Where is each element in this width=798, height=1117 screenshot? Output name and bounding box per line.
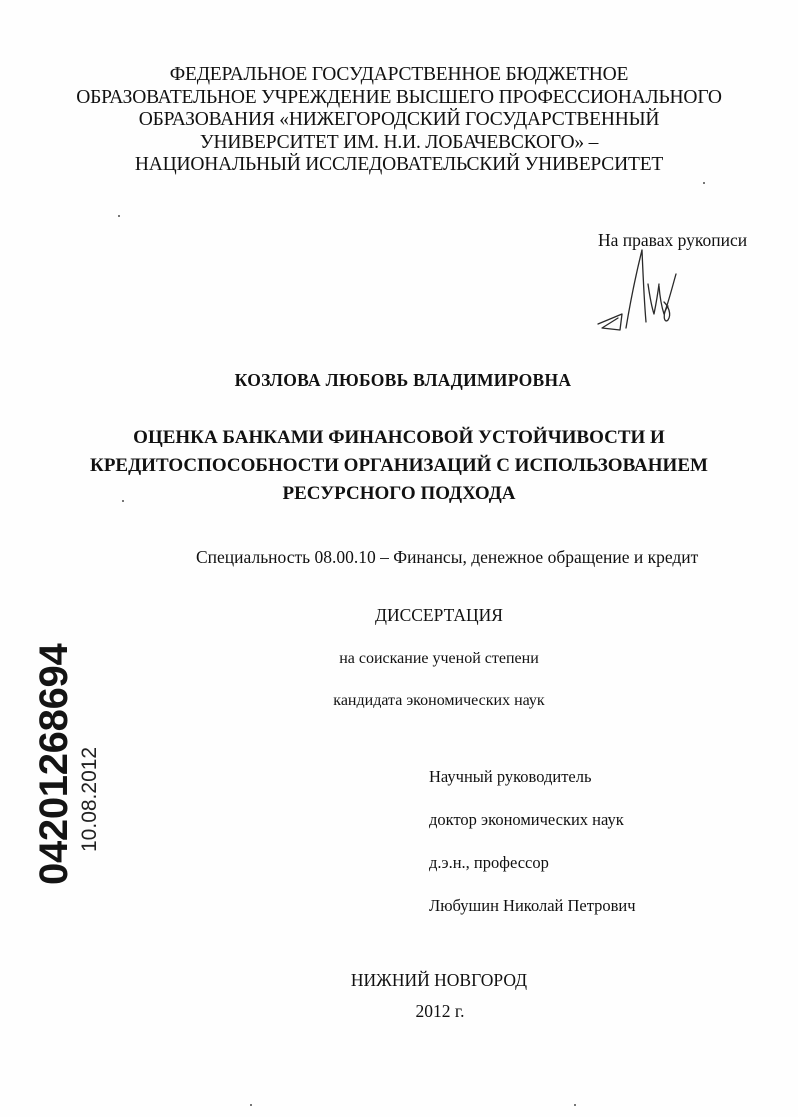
title-line: КРЕДИТОСПОСОБНОСТИ ОРГАНИЗАЦИЙ С ИСПОЛЬЗОВАНИЕМ [90,455,708,476]
dissertation-title [0,424,798,508]
specialty-line: Специальность 08.00.10 – Финансы, денежное обращение и кредит [196,547,699,567]
document-type: ДИССЕРТАЦИЯ [375,605,503,625]
year: 2012 г. [415,1001,465,1021]
scan-speck [703,182,705,184]
library-stamp-date: 10.08.2012 [78,746,101,852]
supervisor-rank: д.э.н., профессор [429,853,549,872]
library-stamp-number: 04201268694 [32,643,76,885]
city: НИЖНИЙ НОВГОРОД [350,970,528,990]
scan-speck [122,500,124,502]
institution-line: НАЦИОНАЛЬНЫЙ ИССЛЕДОВАТЕЛЬСКИЙ УНИВЕРСИТЕТ [134,154,664,175]
author-name: КОЗЛОВА ЛЮБОВЬ ВЛАДИМИРОВНА [234,370,572,390]
title-line: РЕСУРСНОГО ПОДХОДА [282,483,516,504]
institution-line: ОБРАЗОВАНИЯ «НИЖЕГОРОДСКИЙ ГОСУДАРСТВЕННЫЙ [138,109,660,130]
institution-header [0,64,798,177]
institution-line: УНИВЕРСИТЕТ ИМ. Н.И. ЛОБАЧЕВСКОГО» – [199,131,599,153]
institution-line: ФЕДЕРАЛЬНОЕ ГОСУДАРСТВЕННОЕ БЮДЖЕТНОЕ [169,64,629,85]
institution-line: ОБРАЗОВАТЕЛЬНОЕ УЧРЕЖДЕНИЕ ВЫСШЕГО ПРОФЕССИОНАЛЬНОГО [76,86,722,108]
supervisor-degree: доктор экономических наук [429,810,624,829]
degree-line-1: на соискание ученой степени [339,650,539,667]
supervisor-name: Любушин Николай Петрович [429,896,636,915]
scan-speck [250,1104,252,1106]
signature-handwritten [596,244,696,336]
title-line: ОЦЕНКА БАНКАМИ ФИНАНСОВОЙ УСТОЙЧИВОСТИ И [133,427,665,448]
supervisor-role: Научный руководитель [429,767,592,786]
degree-line-2: кандидата экономических наук [333,692,545,709]
scan-speck [118,215,120,217]
scan-speck [574,1104,576,1106]
rights-note: На правах рукописи [598,230,748,250]
